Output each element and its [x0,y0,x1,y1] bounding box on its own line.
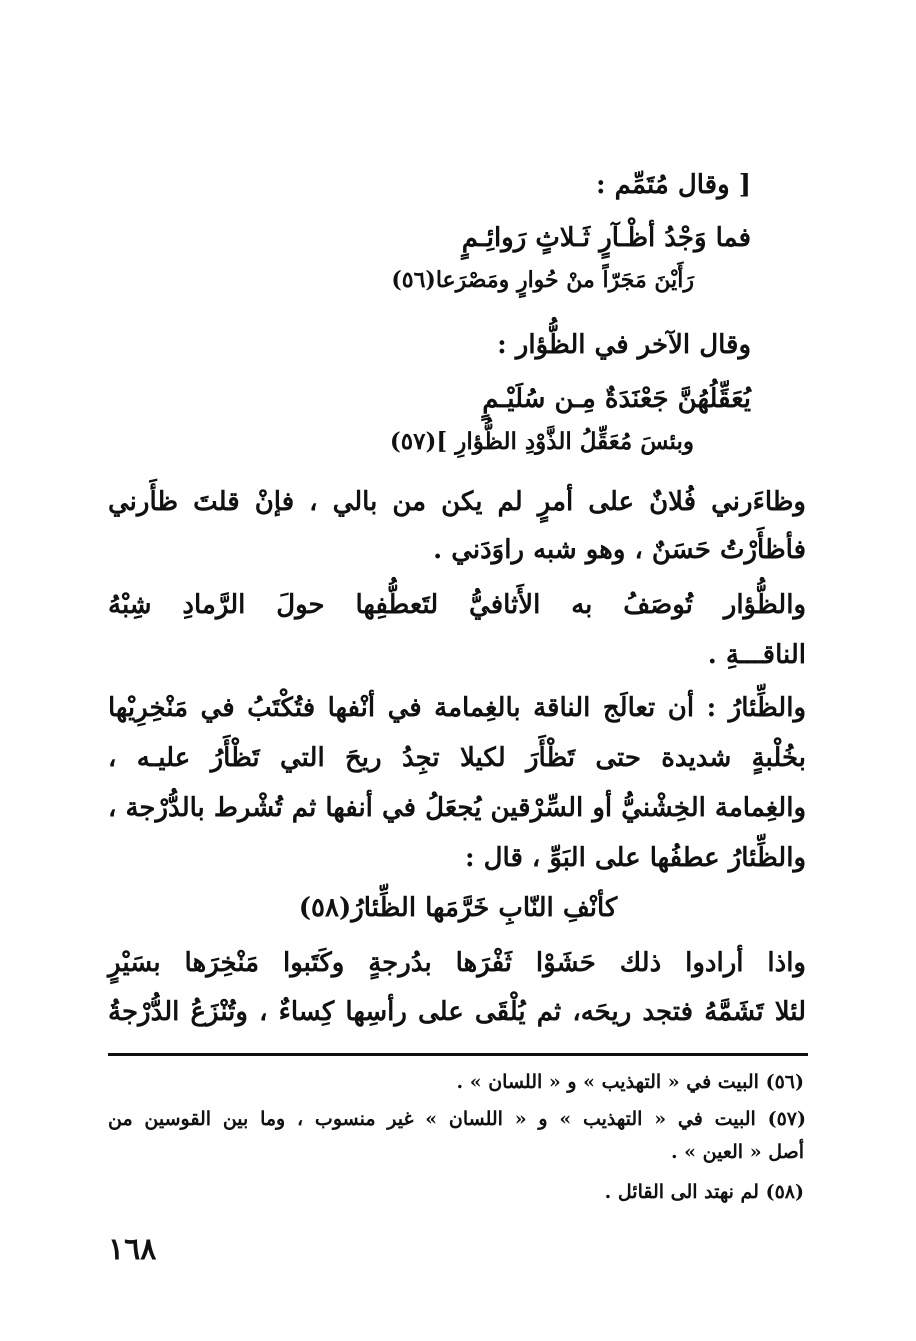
paragraph-line: الناقـــةِ . [707,640,806,670]
paragraph-line: والغِمامة الخِشْنيُّ أو السِّرْقين يُجعَلُ في أنفها ثم تُشْرط بالدُّرْجة ، [108,793,806,823]
poem-line-2b: وبئسَ مُعَقِّلُ الذَّوْدِ الظُّؤارِ ](٥٧) [389,428,694,455]
paragraph-line: بخُلْبةٍ شديدة حتى تَظْأَرَ لكيلا تجِدُ ريحَ التي تَظْأَرُ عليـه ، [108,743,806,773]
paragraph-line: والظِّئارُ عطفُها على البَوِّ ، قال : [464,843,806,873]
text-line-intro-mutammim: [ وقال مُتَمِّم : [596,170,751,200]
paragraph-line: وظاءَرني فُلانٌ على أمرٍ لم يكن من بالي ، فإنْ قلتَ ظأَرني [108,487,806,517]
paragraph-line: لئلا تَشَمَّهُ فتجد ريحَه، ثم يُلْقَى على رأسِها كِساءٌ ، وتُنْزَعُ الدُّرْجةُ [108,997,806,1027]
paragraph-line: والظِّئارُ : أن تعالَج الناقة بالغِمامة في أنْفها فتُكْتَبُ في مَنْخِرِيْها [108,693,806,723]
footnote-divider [108,1053,808,1056]
footnote-57: (٥٧) البيت في « التهذيب » و « اللسان » غير منسوب ، وما بين القوسين من [108,1108,806,1130]
footnote-56: (٥٦) البيت في « التهذيب » و « اللسان » . [456,1071,804,1093]
page-number: ١٦٨ [108,1232,157,1267]
poem-line-1a: فما وَجْدُ أظْـآرٍ ثَـلاثٍ رَوائِـمٍ [461,223,751,253]
footnote-58: (٥٨) لم نهتد الى القائل . [604,1181,804,1203]
text-line-intro-akhar: وقال الآخر في الظُّؤار : [497,330,751,360]
verse-line-centered: كأنْفِ النّابِ خَرَّمَها الظِّئارُ(٥٨) [298,893,618,923]
paragraph-line: والظُّؤار تُوصَفُ به الأَثافيُّ لتَعطُّفِها حولَ الرَّمادِ شِبْهُ [108,590,806,620]
footnote-57-continued: أصل « العين » . [670,1141,804,1163]
paragraph-line: فأظأَرْتُ حَسَنٌ ، وهو شبه راوَدَني . [433,535,806,565]
paragraph-line: واذا أرادوا ذلك حَشَوْا ثَفْرَها بدُرجةٍ وكَتَبوا مَنْخِرَها بسَيْرٍ [108,948,806,978]
poem-line-1b: رَأَيْنَ مَجَرّاً منْ حُوارٍ ومَصْرَعا(٥٦) [391,267,694,293]
poem-line-2a: يُعَقِّلُهُنَّ جَعْنَدَةٌ مِـن سُلَيْـمٍ [482,384,751,414]
